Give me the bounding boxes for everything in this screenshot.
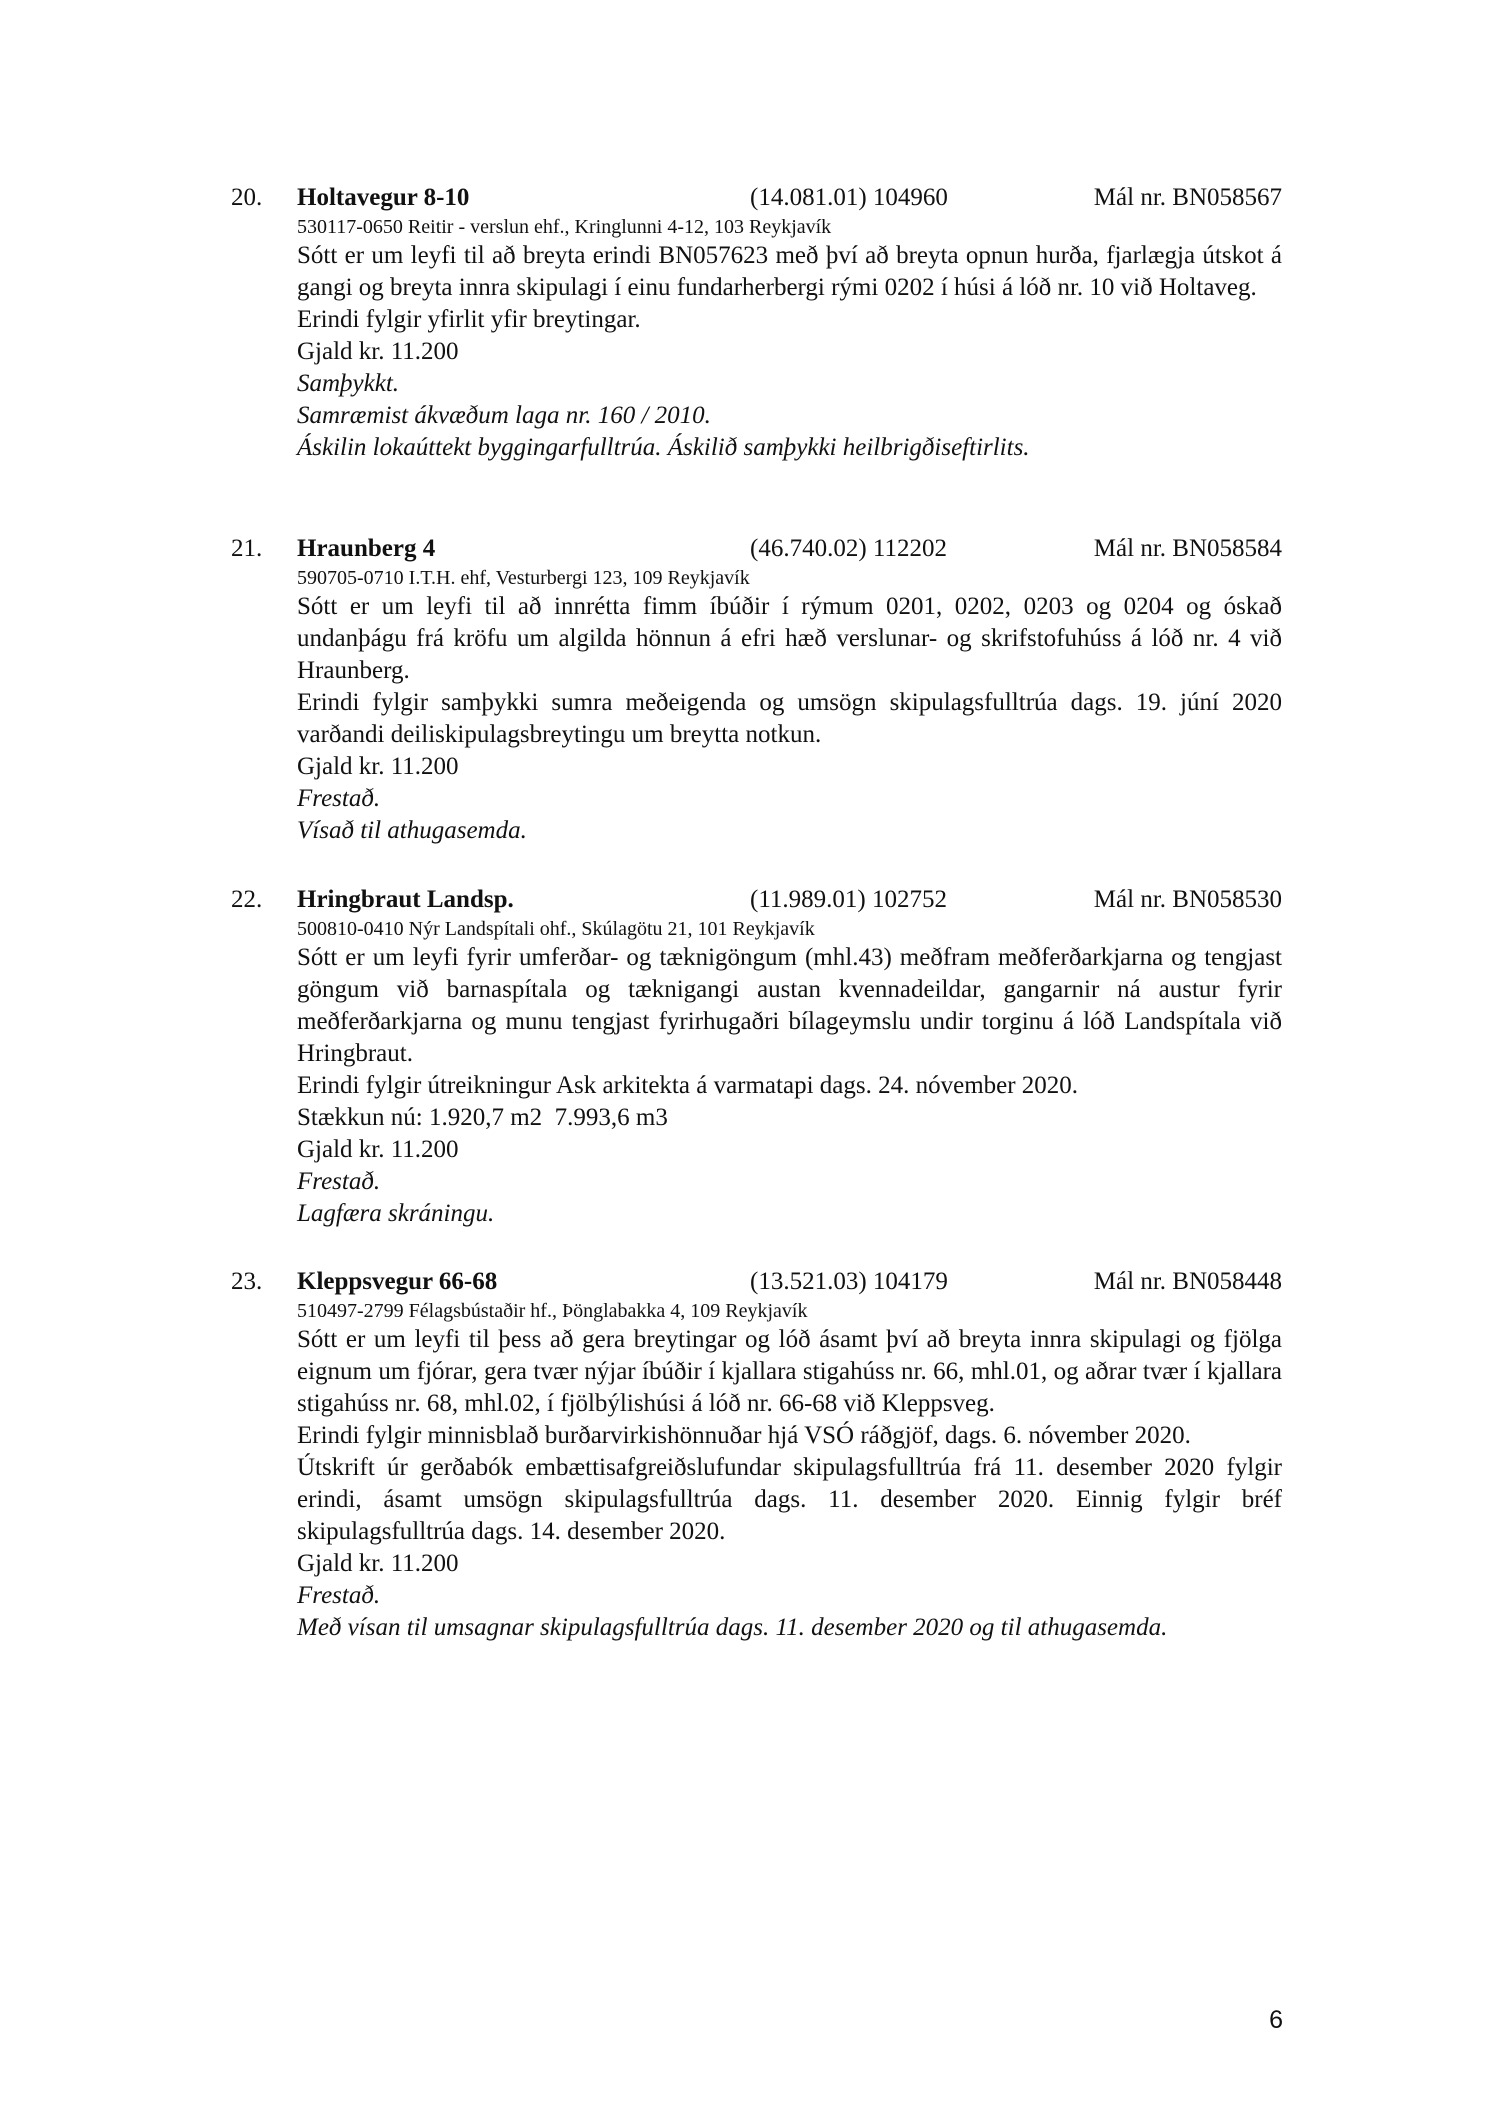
note: Með vísan til umsagnar skipulagsfulltrúa dags. 11. desember 2020 og til athugasemda. bbox=[297, 1614, 1168, 1641]
case-entry bbox=[231, 182, 1282, 464]
case-number: Mál nr. BN058530 bbox=[1093, 886, 1282, 913]
entry-number: 22. bbox=[231, 886, 263, 913]
note: Samræmist ákvæðum laga nr. 160 / 2010. bbox=[297, 402, 711, 429]
entry-header bbox=[231, 884, 1282, 916]
description: Sótt er um leyfi til að breyta erindi BN057623 með því að breyta opnun hurða, fjarlægja útskot á gangi og breyta innra skipulagi í einu fundarherbergi rými 0202 í húsi á lóð nr. 10 við Holtaveg. bbox=[297, 242, 1282, 301]
note: Lagfæra skráningu. bbox=[297, 1200, 495, 1227]
applicant: 510497-2799 Félagsbústaðir hf., Þönglabakka 4, 109 Reykjavík bbox=[297, 1300, 808, 1322]
fee: Gjald kr. 11.200 bbox=[297, 338, 459, 365]
page-number: 6 bbox=[1269, 2006, 1283, 2034]
case-number: Mál nr. BN058567 bbox=[1093, 184, 1282, 211]
meeting-extract: Útskrift úr gerðabók embættisafgreiðslufundar skipulagsfulltrúa frá 11. desember 2020 fylgir erindi, ásamt umsögn skipulagsfulltrúa dags. 11. desember 2020. Einnig fylgir bréf skipulagsfulltrúa dags. 14. desember 2020. bbox=[297, 1454, 1282, 1545]
entry-title: Kleppsvegur 66-68 bbox=[297, 1268, 498, 1295]
case-number: Mál nr. BN058448 bbox=[1093, 1268, 1282, 1295]
entry-number: 20. bbox=[231, 184, 263, 211]
attachments: Erindi fylgir útreikningur Ask arkitekta á varmatapi dags. 24. nóvember 2020. bbox=[297, 1072, 1079, 1099]
case-entry bbox=[231, 1266, 1282, 1644]
attachments: Erindi fylgir minnisblað burðarvirkishönnuðar hjá VSÓ ráðgjöf, dags. 6. nóvember 2020. bbox=[297, 1422, 1191, 1449]
applicant: 590705-0710 I.T.H. ehf, Vesturbergi 123, 109 Reykjavík bbox=[297, 567, 750, 589]
property-code: (14.081.01) 104960 bbox=[750, 184, 948, 211]
entry-number: 21. bbox=[231, 535, 263, 562]
fee: Gjald kr. 11.200 bbox=[297, 1136, 459, 1163]
note: Vísað til athugasemda. bbox=[297, 817, 527, 844]
applicant: 530117-0650 Reitir - verslun ehf., Kringlunni 4-12, 103 Reykjavík bbox=[297, 216, 832, 238]
entry-title: Holtavegur 8-10 bbox=[297, 184, 470, 211]
description: Sótt er um leyfi til að innrétta fimm íbúðir í rýmum 0201, 0202, 0203 og 0204 og óskað undanþágu frá kröfu um algilda hönnun á efri hæð verslunar- og skrifstofuhúss á lóð nr. 4 við Hraunberg. bbox=[297, 593, 1282, 684]
attachments: Erindi fylgir samþykki sumra meðeigenda og umsögn skipulagsfulltrúa dags. 19. júní 2020 varðandi deiliskipulagsbreytingu um breytta notkun. bbox=[297, 689, 1282, 748]
decision: Frestað. bbox=[297, 785, 381, 812]
decision: Frestað. bbox=[297, 1168, 381, 1195]
entry-header bbox=[231, 182, 1282, 214]
property-code: (13.521.03) 104179 bbox=[750, 1268, 948, 1295]
case-entry bbox=[231, 533, 1282, 847]
property-code: (11.989.01) 102752 bbox=[750, 886, 947, 913]
applicant: 500810-0410 Nýr Landspítali ohf., Skúlagötu 21, 101 Reykjavík bbox=[297, 918, 815, 940]
decision: Samþykkt. bbox=[297, 370, 400, 397]
note: Áskilin lokaúttekt byggingarfulltrúa. Áskilið samþykki heilbrigðiseftirlits. bbox=[297, 434, 1030, 461]
description: Sótt er um leyfi til þess að gera breytingar og lóð ásamt því að breyta innra skipulagi og fjölga eignum um fjórar, gera tvær nýjar íbúðir í kjallara stigahúss nr. 66, mhl.01, og aðrar tvær í kjallara stigahúss nr. 68, mhl.02, í fjölbýlishúsi á lóð nr. 66-68 við Kleppsveg. bbox=[297, 1326, 1282, 1417]
description: Sótt er um leyfi fyrir umferðar- og tæknigöngum (mhl.43) meðfram meðferðarkjarna og tengjast göngum við barnaspítala og tæknigangi austan kvennadeildar, gangarnir ná austur fyrir meðferðarkjarna og munu tengjast fyrirhugaðri bílageymslu undir torginu á lóð Landspítala við Hringbraut. bbox=[297, 944, 1282, 1067]
entry-header bbox=[231, 1266, 1282, 1298]
entry-header bbox=[231, 533, 1282, 565]
entry-title: Hringbraut Landsp. bbox=[297, 886, 514, 913]
case-number: Mál nr. BN058584 bbox=[1093, 535, 1282, 562]
decision: Frestað. bbox=[297, 1582, 381, 1609]
fee: Gjald kr. 11.200 bbox=[297, 1550, 459, 1577]
entry-title: Hraunberg 4 bbox=[297, 535, 436, 562]
area-increase: Stækkun nú: 1.920,7 m2 7.993,6 m3 bbox=[297, 1104, 668, 1131]
property-code: (46.740.02) 112202 bbox=[750, 535, 947, 562]
fee: Gjald kr. 11.200 bbox=[297, 753, 459, 780]
entry-number: 23. bbox=[231, 1268, 263, 1295]
attachments: Erindi fylgir yfirlit yfir breytingar. bbox=[297, 306, 641, 333]
case-entry bbox=[231, 884, 1282, 1230]
